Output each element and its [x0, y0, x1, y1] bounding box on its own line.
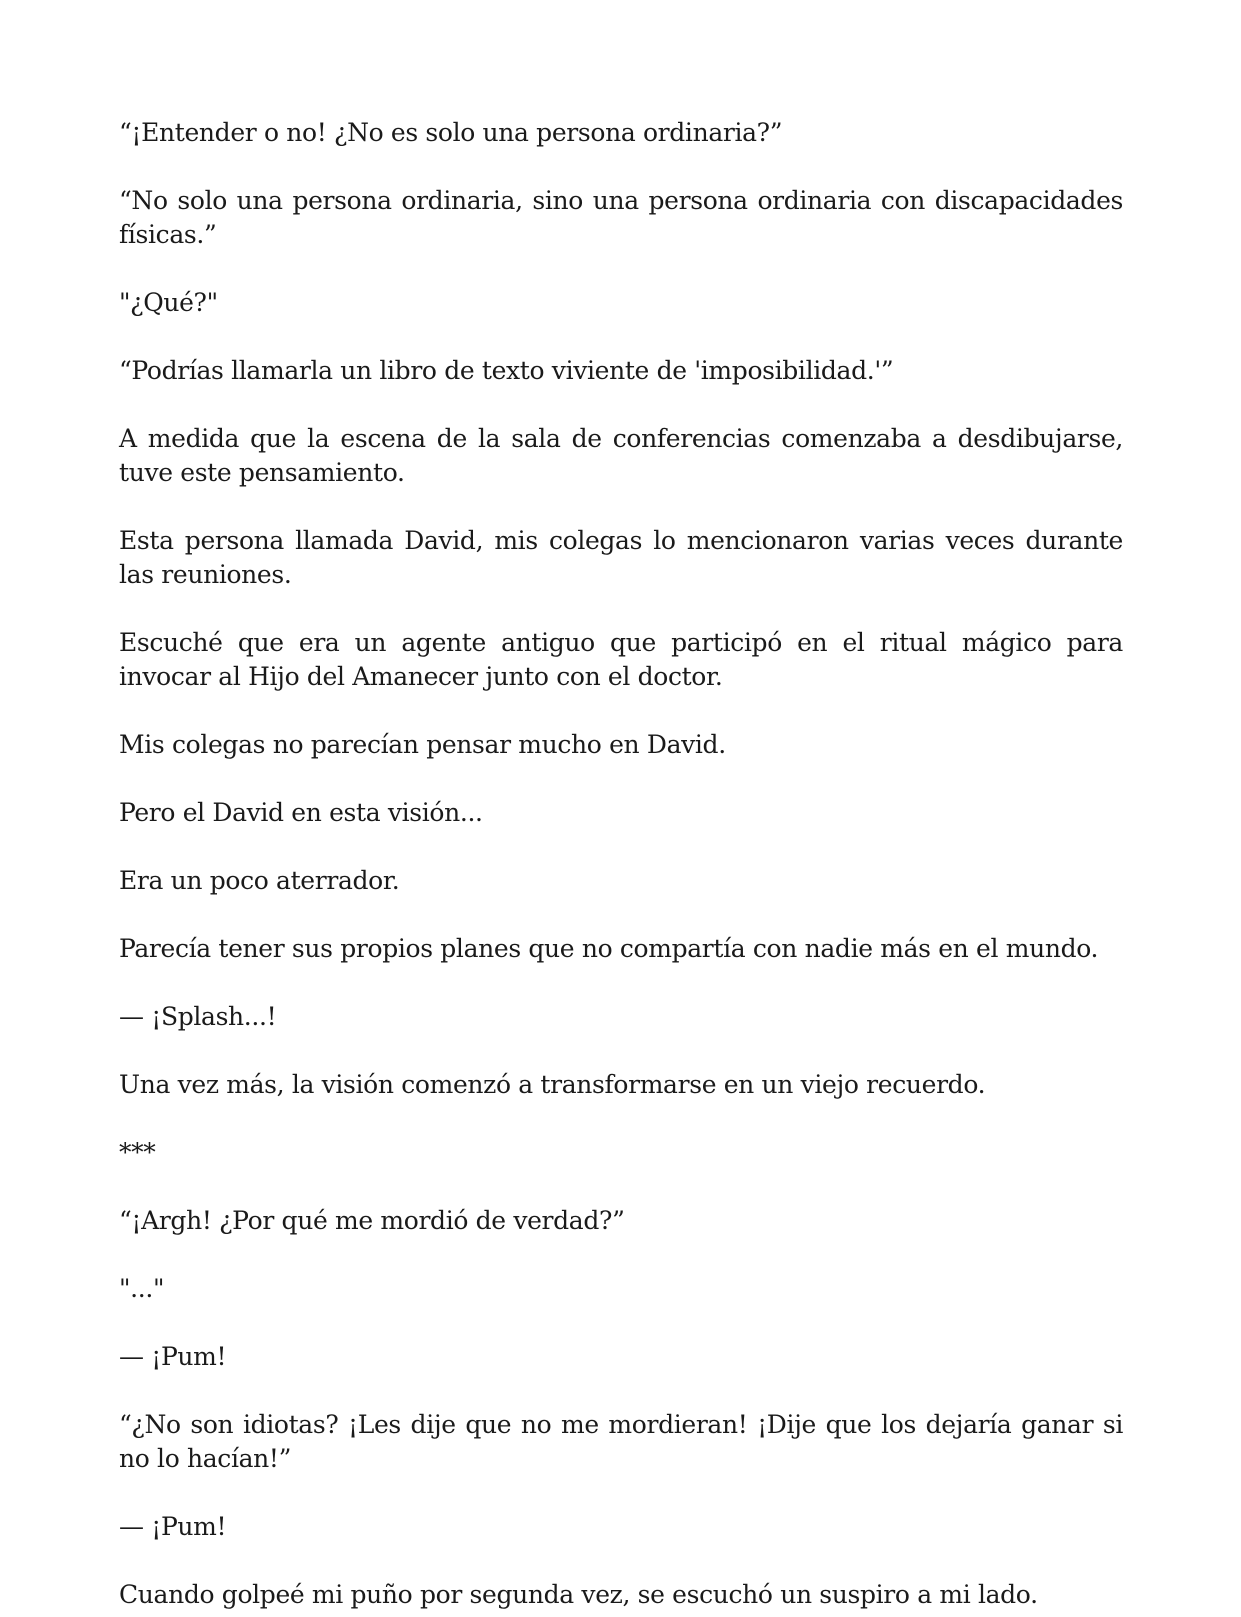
paragraph: Una vez más, la visión comenzó a transformarse en un viejo recuerdo.	[119, 1070, 986, 1099]
paragraph: Parecía tener sus propios planes que no compartía con nadie más en el mundo.	[119, 934, 1099, 963]
paragraph: Esta persona llamada David, mis colegas lo mencionaron varias veces durante las reuniones.	[119, 526, 1123, 589]
paragraph: “¡Argh! ¿Por qué me mordió de verdad?”	[119, 1206, 625, 1235]
paragraph: Era un poco aterrador.	[119, 866, 400, 895]
paragraph: A medida que la escena de la sala de conferencias comenzaba a desdibujarse, tuve este pensamiento.	[119, 424, 1123, 487]
paragraph: “No solo una persona ordinaria, sino una persona ordinaria con discapacidades físicas.”	[119, 186, 1123, 249]
paragraph: “¡Entender o no! ¿No es solo una persona ordinaria?”	[119, 118, 783, 147]
paragraph: “Podrías llamarla un libro de texto viviente de 'imposibilidad.'”	[119, 356, 894, 385]
paragraph: Mis colegas no parecían pensar mucho en David.	[119, 730, 726, 759]
paragraph: "..."	[119, 1274, 165, 1303]
paragraph: — ¡Pum!	[119, 1342, 227, 1371]
scene-break: ***	[119, 1138, 156, 1167]
paragraph: Cuando golpeé mi puño por segunda vez, se escuchó un suspiro a mi lado.	[119, 1580, 1038, 1609]
paragraph: “¿No son idiotas? ¡Les dije que no me mordieran! ¡Dije que los dejaría ganar si no lo hacían!”	[119, 1410, 1123, 1473]
paragraph: Escuché que era un agente antiguo que participó en el ritual mágico para invocar al Hijo del Amanecer junto con el doctor.	[119, 628, 1123, 691]
paragraph: "¿Qué?"	[119, 288, 218, 317]
paragraph: Pero el David en esta visión...	[119, 798, 483, 827]
body-text	[119, 116, 1123, 1617]
paragraph: — ¡Splash...!	[119, 1002, 277, 1031]
paragraph: — ¡Pum!	[119, 1512, 227, 1541]
